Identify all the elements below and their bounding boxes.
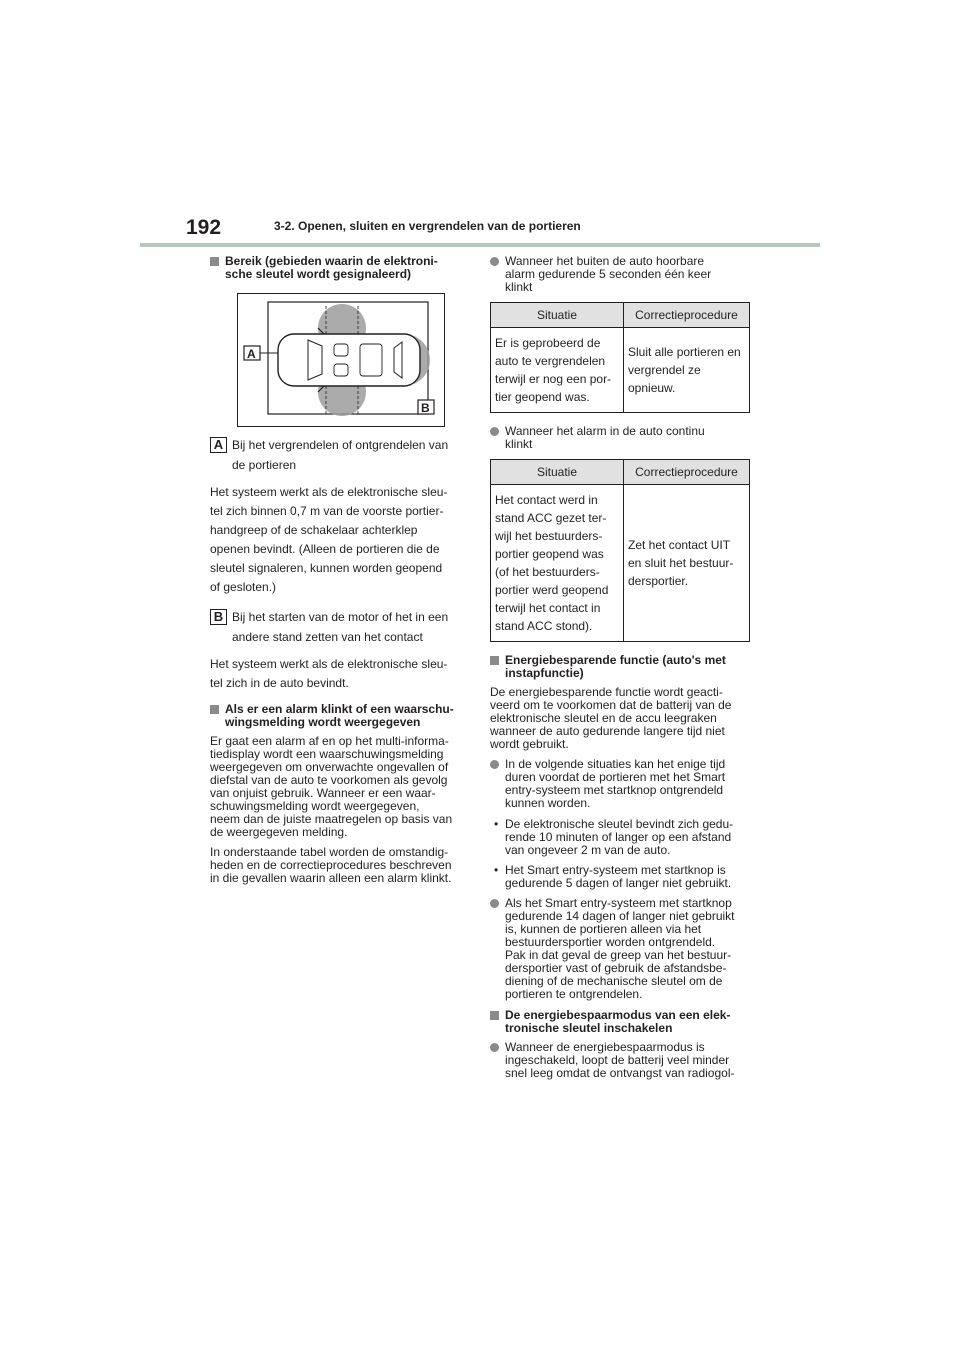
bullet-text: Wanneer het alarm in de auto continu klinkt [505,424,705,451]
page-number: 192 [186,216,222,239]
sub-item-text: Het Smart entry-systeem met startknop is gedurende 5 dagen of langer niet gebruikt. [505,863,732,890]
bullet-text: Als het Smart entry-systeem met startknop gedurende 14 dagen of langer niet gebruikt is, kunnen de portieren alleen via het bestuurdersportier worden ontgrendeld. Pak in dat geval de greep van het bestuur- dersportier vast of gebruik de afstandsbe- diening of de mechanische sleutel om de portieren te ontgrendelen. [505,896,735,1001]
table-header-procedure: Correctieprocedure [624,460,750,485]
correction-table-2 [490,459,750,642]
section-heading-text: Als er een alarm klinkt of een waarschu- wingsmelding wordt weergegeven [225,702,454,729]
car-top-view-illustration [238,294,444,426]
square-bullet-icon [210,257,219,266]
label-b-paragraph: Het systeem werkt als de elektronische sleu- tel zich in de auto bevindt. [210,657,448,690]
section-heading-text: Bereik (gebieden waarin de elektroni- sche sleutel wordt gesignaleerd) [225,254,438,281]
energy-paragraph: De energiebesparende functie wordt geacti- veerd om te voorkomen dat de batterij van de elektronische sleutel en de accu leegraken wanneer de auto gedurende langere tijd niet wordt gebruikt. [490,685,732,751]
alarm-paragraph-1: Er gaat een alarm af en op het multi-informa- tiedisplay wordt een waarschuwingsmelding weergegeven om onverwachte ongevallen of diefstal van de auto te voorkomen als gevolg van onjuist gebruik. Wanneer er een waar- schuwingsmelding wordt weergegeven, neem dan de juiste maatregelen op basis van de weergegeven melding. [210,734,453,839]
right-column [490,255,775,1088]
bullet-14-days [490,897,775,1001]
section-heading-text: Energiebesparende functie (auto's met instapfunctie) [505,653,726,680]
table-header-situation: Situatie [491,303,624,328]
label-b-item [210,607,495,647]
bullet-text: Wanneer het buiten de auto hoorbare alarm gedurende 5 seconden één keer klinkt [505,254,712,294]
table-cell-procedure: Sluit alle portieren en vergrendel ze opnieuw. [624,328,750,413]
detection-range-diagram [237,293,445,427]
round-bullet-icon [490,1043,499,1052]
table-row [491,485,750,642]
bullet-savemode [490,1041,775,1080]
round-bullet-icon [490,257,499,266]
sub-item [490,864,775,890]
table-header-situation: Situatie [491,460,624,485]
callout-a-letter: A [247,347,256,361]
left-column [210,255,495,892]
label-b-text: Bij het starten van de motor of het in een andere stand zetten van het contact [232,610,449,644]
table-row [491,328,750,413]
label-a-box: A [210,437,227,453]
square-bullet-icon [210,705,219,714]
chapter-title: 3-2. Openen, sluiten en vergrendelen van de portieren [274,219,581,233]
section-heading-range [210,255,495,281]
callout-b-letter: B [421,401,430,415]
car-body [278,334,420,386]
page-header [186,216,820,246]
label-a-paragraph: Het systeem werkt als de elektronische sleu- tel zich binnen 0,7 m van de voorste portier- handgreep of de schakelaar achterklep openen bevindt. (Alleen de portieren die de sleutel signaleren, kunnen worden geopend of gesloten.) [210,485,448,594]
header-rule [140,243,820,247]
table-cell-situation: Het contact werd in stand ACC gezet ter- wijl het bestuurders- portier geopend was (of het bestuurders- portier werd geopend terwijl het contact in stand ACC stond). [491,485,624,642]
bullet-inside-alarm [490,425,775,451]
table-cell-situation: Er is geprobeerd de auto te vergrendelen terwijl er nog een por- tier geopend was. [491,328,624,413]
bullet-text: In de volgende situaties kan het enige tijd duren voordat de portieren met het Smart entry-systeem met startknop ontgrendeld kunnen worden. [505,757,726,810]
square-bullet-icon [490,1011,499,1020]
section-heading-energy [490,654,775,680]
section-heading-text: De energiebespaarmodus van een elek- tronische sleutel inschakelen [505,1008,731,1035]
label-a-text: Bij het vergrendelen of ontgrendelen van de portieren [232,438,449,472]
sub-item [490,818,775,857]
bullet-unlock-delay [490,758,775,810]
bullet-text: Wanneer de energiebespaarmodus is ingeschakeld, loopt de batterij veel minder snel leeg omdat de ontvangst van radiogol- [505,1040,735,1080]
sub-bullet-marker: • [494,863,499,877]
section-heading-savemode [490,1009,775,1035]
table-cell-procedure: Zet het contact UIT en sluit het bestuur- dersportier. [624,485,750,642]
round-bullet-icon [490,427,499,436]
sub-item-text: De elektronische sleutel bevindt zich gedu- rende 10 minuten of langer op een afstand van ongeveer 2 m van de auto. [505,817,734,857]
label-b-box: B [210,609,227,625]
label-a-item [210,435,495,475]
round-bullet-icon [490,760,499,769]
sub-bullet-marker: • [494,817,499,831]
table-header-procedure: Correctieprocedure [624,303,750,328]
alarm-paragraph-2: In onderstaande tabel worden de omstandig- heden en de correctieprocedures beschreven in die gevallen waarin alleen een alarm klinkt. [210,845,452,885]
correction-table-1 [490,302,750,413]
square-bullet-icon [490,656,499,665]
section-heading-alarm [210,703,495,729]
bullet-outside-alarm [490,255,775,294]
round-bullet-icon [490,899,499,908]
